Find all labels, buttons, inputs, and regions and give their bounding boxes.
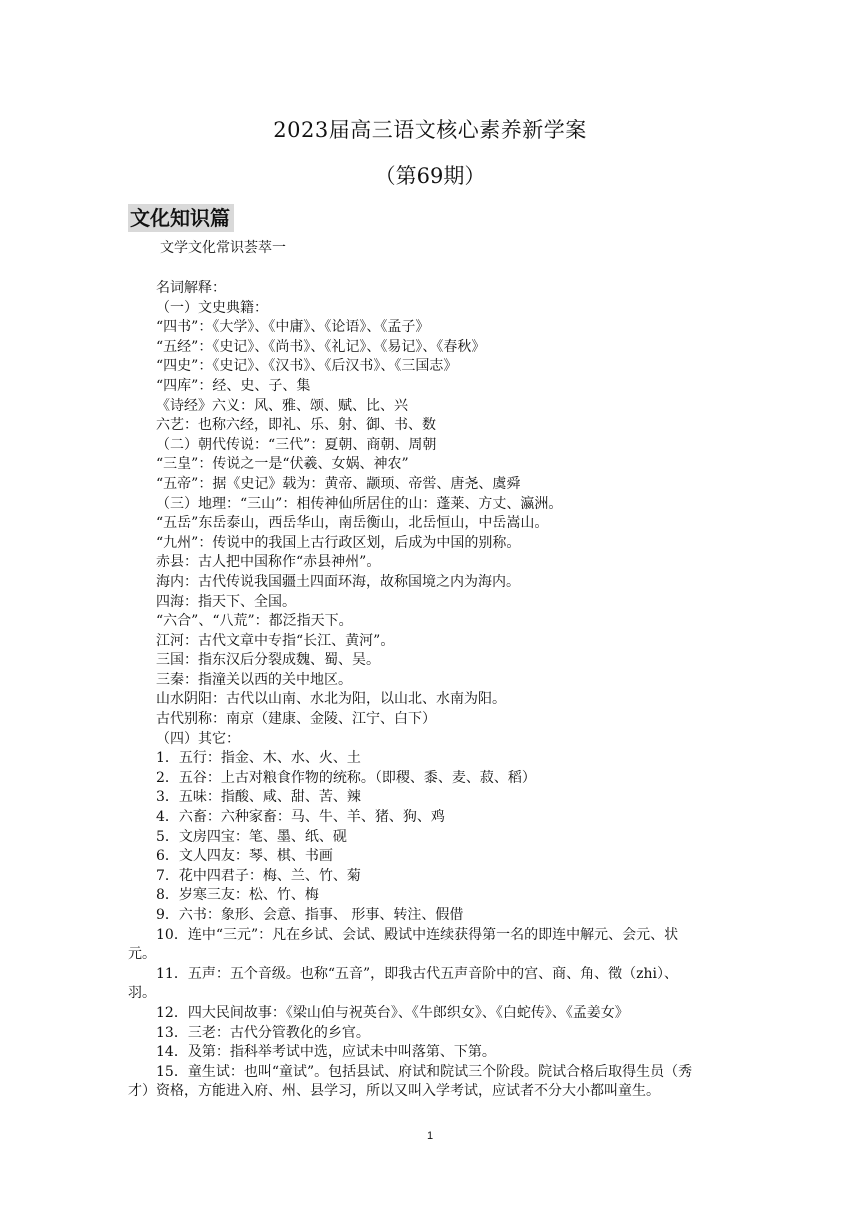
body-line: 赤县：古人把中国称作“赤县神州”。 bbox=[156, 554, 381, 571]
document-subtitle: （第69期） bbox=[374, 164, 486, 188]
body-line: “四库”：经、史、子、集 bbox=[156, 377, 311, 394]
body-line: 15．童生试：也叫“童试”。包括县试、府试和院试三个阶段。院试合格后取得生员（秀 bbox=[156, 1063, 693, 1080]
document-title: 2023届高三语文核心素养新学案 bbox=[273, 118, 587, 142]
body-line: 元。 bbox=[128, 946, 156, 963]
body-line: 6．文人四友：琴、棋、书画 bbox=[156, 848, 333, 865]
body-line: 9．六书：象形、会意、指事、 形事、转注、假借 bbox=[156, 907, 464, 923]
body-line: 2．五谷：上古对粮食作物的统称。（即稷、黍、麦、菽、稻） bbox=[156, 769, 536, 786]
body-line: “五帝”：据《史记》载为：黄帝、颛顼、帝喾、唐尧、虞舜 bbox=[156, 475, 521, 492]
body-line: （四）其它： bbox=[156, 730, 240, 747]
body-line: 四海：指天下、全国。 bbox=[156, 593, 296, 610]
body-line: 10．连中“三元”：凡在乡试、会试、殿试中连续获得第一名的即连中解元、会元、状 bbox=[156, 926, 679, 943]
body-line: 名词解释： bbox=[156, 280, 226, 296]
body-line: （一）文史典籍： bbox=[156, 299, 268, 316]
body-line: “三皇”：传说之一是“伏羲、女娲、神农” bbox=[156, 456, 409, 473]
body-line: 14．及第：指科举考试中选，应试未中叫落第、下第。 bbox=[156, 1044, 496, 1061]
body-line: 三秦：指潼关以西的关中地区。 bbox=[156, 671, 352, 688]
body-line: “六合”、“八荒”：都泛指天下。 bbox=[156, 613, 353, 630]
body-line: 古代别称：南京（建康、金陵、江宁、白下） bbox=[156, 711, 436, 728]
body-line: “五经”：《史记》、《尚书》、《礼记》、《易记》、《春秋》 bbox=[156, 338, 486, 355]
body-line: “九州”：传说中的我国上古行政区划，后成为中国的别称。 bbox=[156, 534, 521, 551]
body-line: 江河：古代文章中专指“长江、黄河”。 bbox=[156, 632, 395, 649]
intro-line: 文学文化常识荟萃一 bbox=[160, 240, 286, 256]
body-line: “五岳”东岳泰山，西岳华山，南岳衡山，北岳恒山，中岳嵩山。 bbox=[156, 515, 549, 532]
body-line: “四史”：《史记》、《汉书》、《后汉书》、《三国志》 bbox=[156, 358, 458, 375]
body-line: 才）资格，方能进入府、州、县学习，所以又叫入学考试，应试者不分大小都叫童生。 bbox=[128, 1083, 660, 1100]
page-number: 1 bbox=[426, 1130, 434, 1142]
body-line: 山水阴阳：古代以山南、水北为阳，以山北、水南为阳。 bbox=[156, 691, 506, 708]
body-line: 5．文房四宝：笔、墨、纸、砚 bbox=[156, 828, 347, 845]
body-line: （二）朝代传说：“三代”：夏朝、商朝、周朝 bbox=[156, 436, 437, 453]
body-line: （三）地理：“三山”：相传神仙所居住的山：蓬莱、方丈、瀛洲。 bbox=[156, 495, 563, 512]
body-line: 羽。 bbox=[128, 985, 156, 1002]
body-line: 六艺：也称六经，即礼、乐、射、御、书、数 bbox=[156, 417, 436, 434]
body-text bbox=[128, 279, 738, 1102]
body-line: 三国：指东汉后分裂成魏、蜀、吴。 bbox=[156, 652, 380, 669]
body-line: 3．五味：指酸、咸、甜、苦、辣 bbox=[156, 789, 361, 806]
body-line: 13．三老：古代分管教化的乡官。 bbox=[156, 1024, 370, 1041]
section-heading: 文化知识篇 bbox=[128, 204, 234, 232]
body-line: 12．四大民间故事：《梁山伯与祝英台》、《牛郎织女》、《白蛇传》、《孟姜女》 bbox=[156, 1004, 629, 1021]
body-line: “四书”：《大学》、《中庸》、《论语》、《孟子》 bbox=[156, 319, 430, 336]
body-line: 8．岁寒三友：松、竹、梅 bbox=[156, 887, 319, 904]
body-line: 《诗经》六义：风、雅、颂、赋、比、兴 bbox=[156, 397, 408, 414]
body-line: 4．六畜：六种家畜：马、牛、羊、猪、狗、鸡 bbox=[156, 809, 445, 826]
body-line: 7．花中四君子：梅、兰、竹、菊 bbox=[156, 867, 361, 884]
body-line: 海内：古代传说我国疆土四面环海，故称国境之内为海内。 bbox=[156, 573, 520, 590]
body-line: 11．五声：五个音级。也称“五音”，即我古代五声音阶中的宫、商、角、徵（zhi）、 bbox=[156, 965, 678, 982]
body-line: 1．五行：指金、木、水、火、土 bbox=[156, 750, 361, 767]
